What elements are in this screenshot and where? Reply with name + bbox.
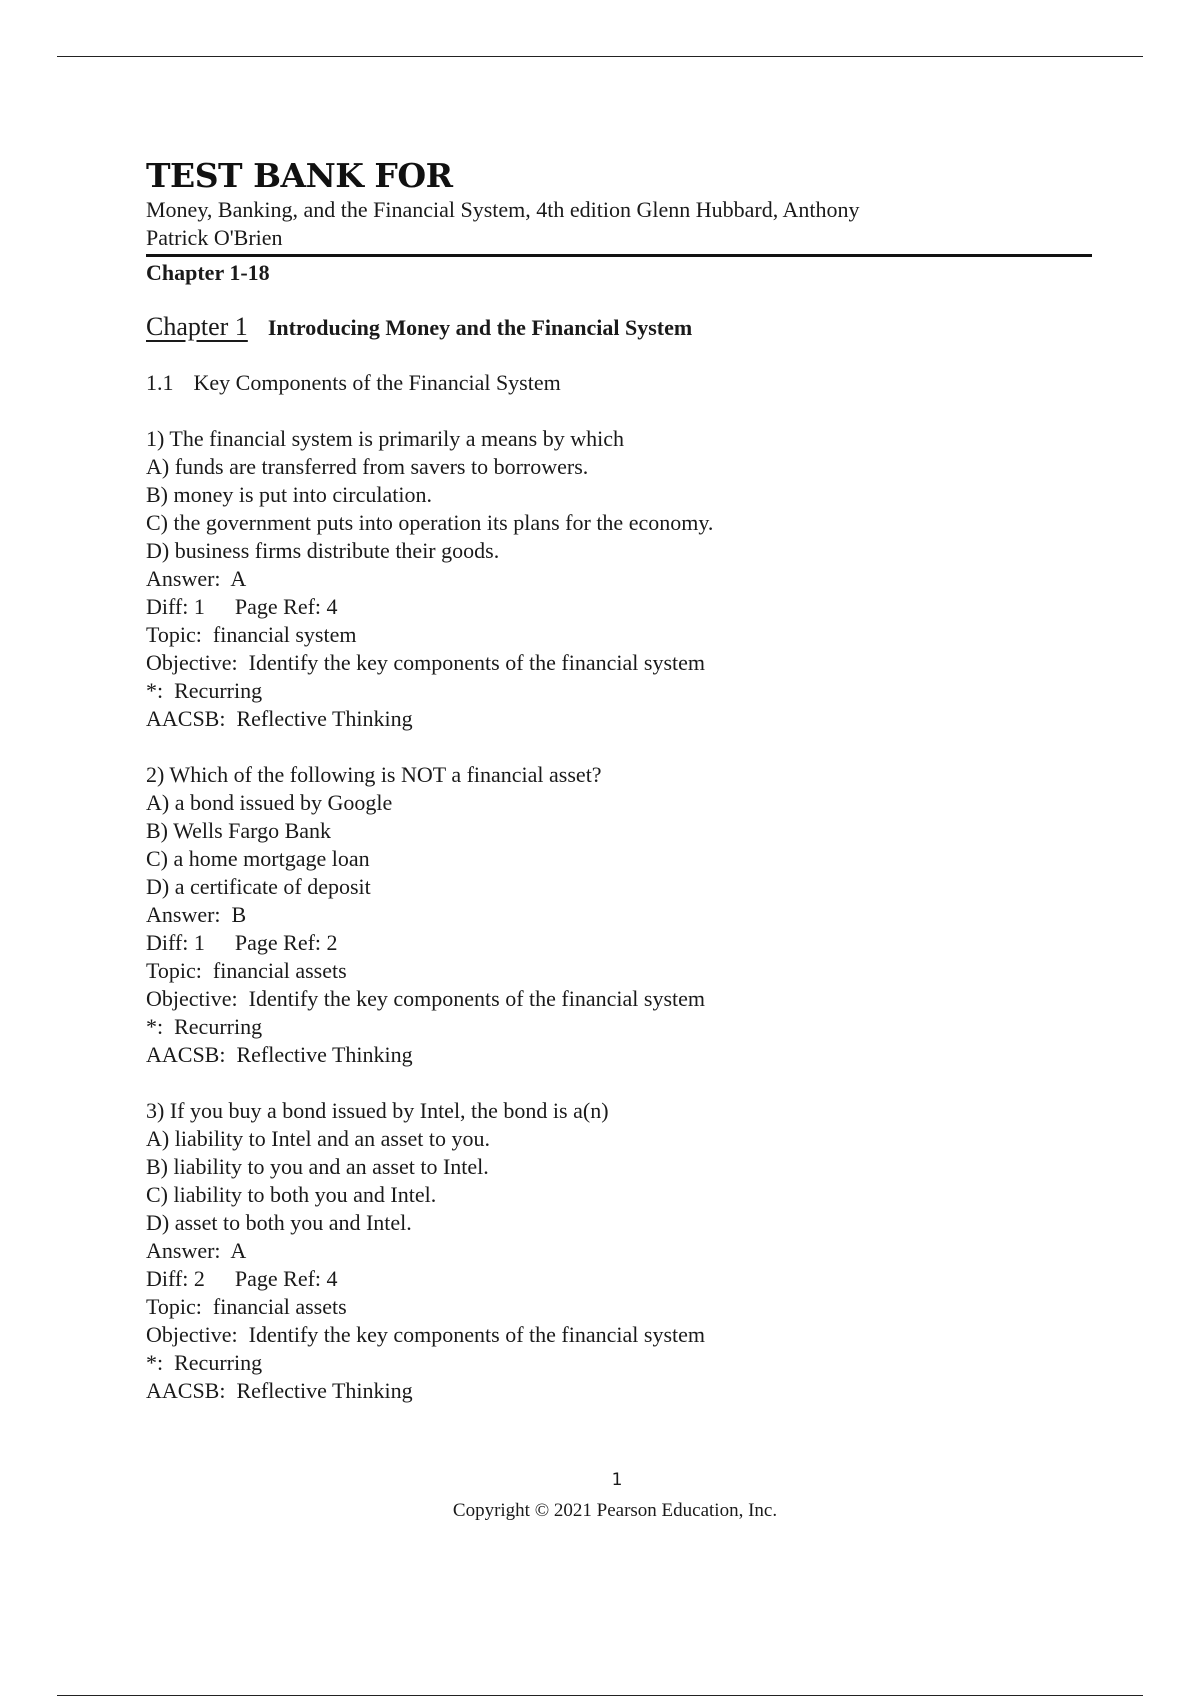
answer-option: A) liability to Intel and an asset to you.	[146, 1126, 490, 1151]
objective: Objective: Identify the key components of the financial system	[146, 986, 706, 1011]
section-heading	[146, 369, 1096, 397]
recurring-tag: *: Recurring	[146, 1014, 263, 1039]
recurring-tag: *: Recurring	[146, 1350, 263, 1375]
topic: Topic: financial system	[146, 622, 357, 647]
document-subtitle: Money, Banking, and the Financial System, 4th edition Glenn Hubbard, Anthony Patrick O'Brien	[146, 197, 860, 250]
answer-option: A) funds are transferred from savers to borrowers.	[146, 454, 589, 479]
topic: Topic: financial assets	[146, 958, 347, 983]
top-divider	[57, 56, 1143, 57]
difficulty-page-ref	[146, 1265, 1096, 1293]
answer-option: A) a bond issued by Google	[146, 790, 393, 815]
recurring-tag: *: Recurring	[146, 678, 263, 703]
difficulty: Diff: 1	[146, 594, 205, 619]
chapter-range: Chapter 1-18	[146, 260, 270, 285]
objective: Objective: Identify the key components of the financial system	[146, 1322, 706, 1347]
difficulty: Diff: 1	[146, 930, 205, 955]
section-title: Key Components of the Financial System	[193, 370, 561, 395]
page-number: 1	[611, 1470, 623, 1490]
document-title: TEST BANK FOR	[146, 156, 453, 195]
question-stem: 2) Which of the following is NOT a financial asset?	[146, 762, 602, 787]
page-ref: Page Ref: 2	[234, 930, 338, 955]
answer-option: C) a home mortgage loan	[146, 846, 370, 871]
answer-key: Answer: A	[146, 1238, 247, 1263]
page-ref: Page Ref: 4	[234, 594, 338, 619]
bottom-divider	[57, 1695, 1143, 1696]
title-divider	[146, 254, 1092, 257]
page-ref: Page Ref: 4	[234, 1266, 338, 1291]
chapter-name: Introducing Money and the Financial System	[267, 315, 693, 340]
answer-key: Answer: A	[146, 566, 247, 591]
copyright-notice: Copyright © 2021 Pearson Education, Inc.	[452, 1500, 778, 1521]
objective: Objective: Identify the key components of the financial system	[146, 650, 706, 675]
question-1	[146, 425, 1096, 733]
question-2	[146, 761, 1096, 1069]
answer-option: D) a certificate of deposit	[146, 874, 371, 899]
section-number: 1.1	[146, 370, 174, 395]
answer-option: B) liability to you and an asset to Intel.	[146, 1154, 489, 1179]
document-body	[146, 158, 1096, 1405]
chapter-label: Chapter 1	[146, 312, 248, 341]
chapter-heading	[146, 311, 1096, 347]
difficulty-page-ref	[146, 593, 1096, 621]
question-stem: 1) The financial system is primarily a means by which	[146, 426, 624, 451]
answer-option: C) liability to both you and Intel.	[146, 1182, 437, 1207]
aacsb-tag: AACSB: Reflective Thinking	[146, 1042, 413, 1067]
question-stem: 3) If you buy a bond issued by Intel, the bond is a(n)	[146, 1098, 609, 1123]
difficulty: Diff: 2	[146, 1266, 205, 1291]
answer-option: D) asset to both you and Intel.	[146, 1210, 412, 1235]
aacsb-tag: AACSB: Reflective Thinking	[146, 706, 413, 731]
question-3	[146, 1097, 1096, 1405]
answer-option: B) money is put into circulation.	[146, 482, 432, 507]
answer-option: B) Wells Fargo Bank	[146, 818, 332, 843]
difficulty-page-ref	[146, 929, 1096, 957]
answer-option: D) business firms distribute their goods.	[146, 538, 500, 563]
aacsb-tag: AACSB: Reflective Thinking	[146, 1378, 413, 1403]
answer-option: C) the government puts into operation its plans for the economy.	[146, 510, 714, 535]
answer-key: Answer: B	[146, 902, 247, 927]
topic: Topic: financial assets	[146, 1294, 347, 1319]
